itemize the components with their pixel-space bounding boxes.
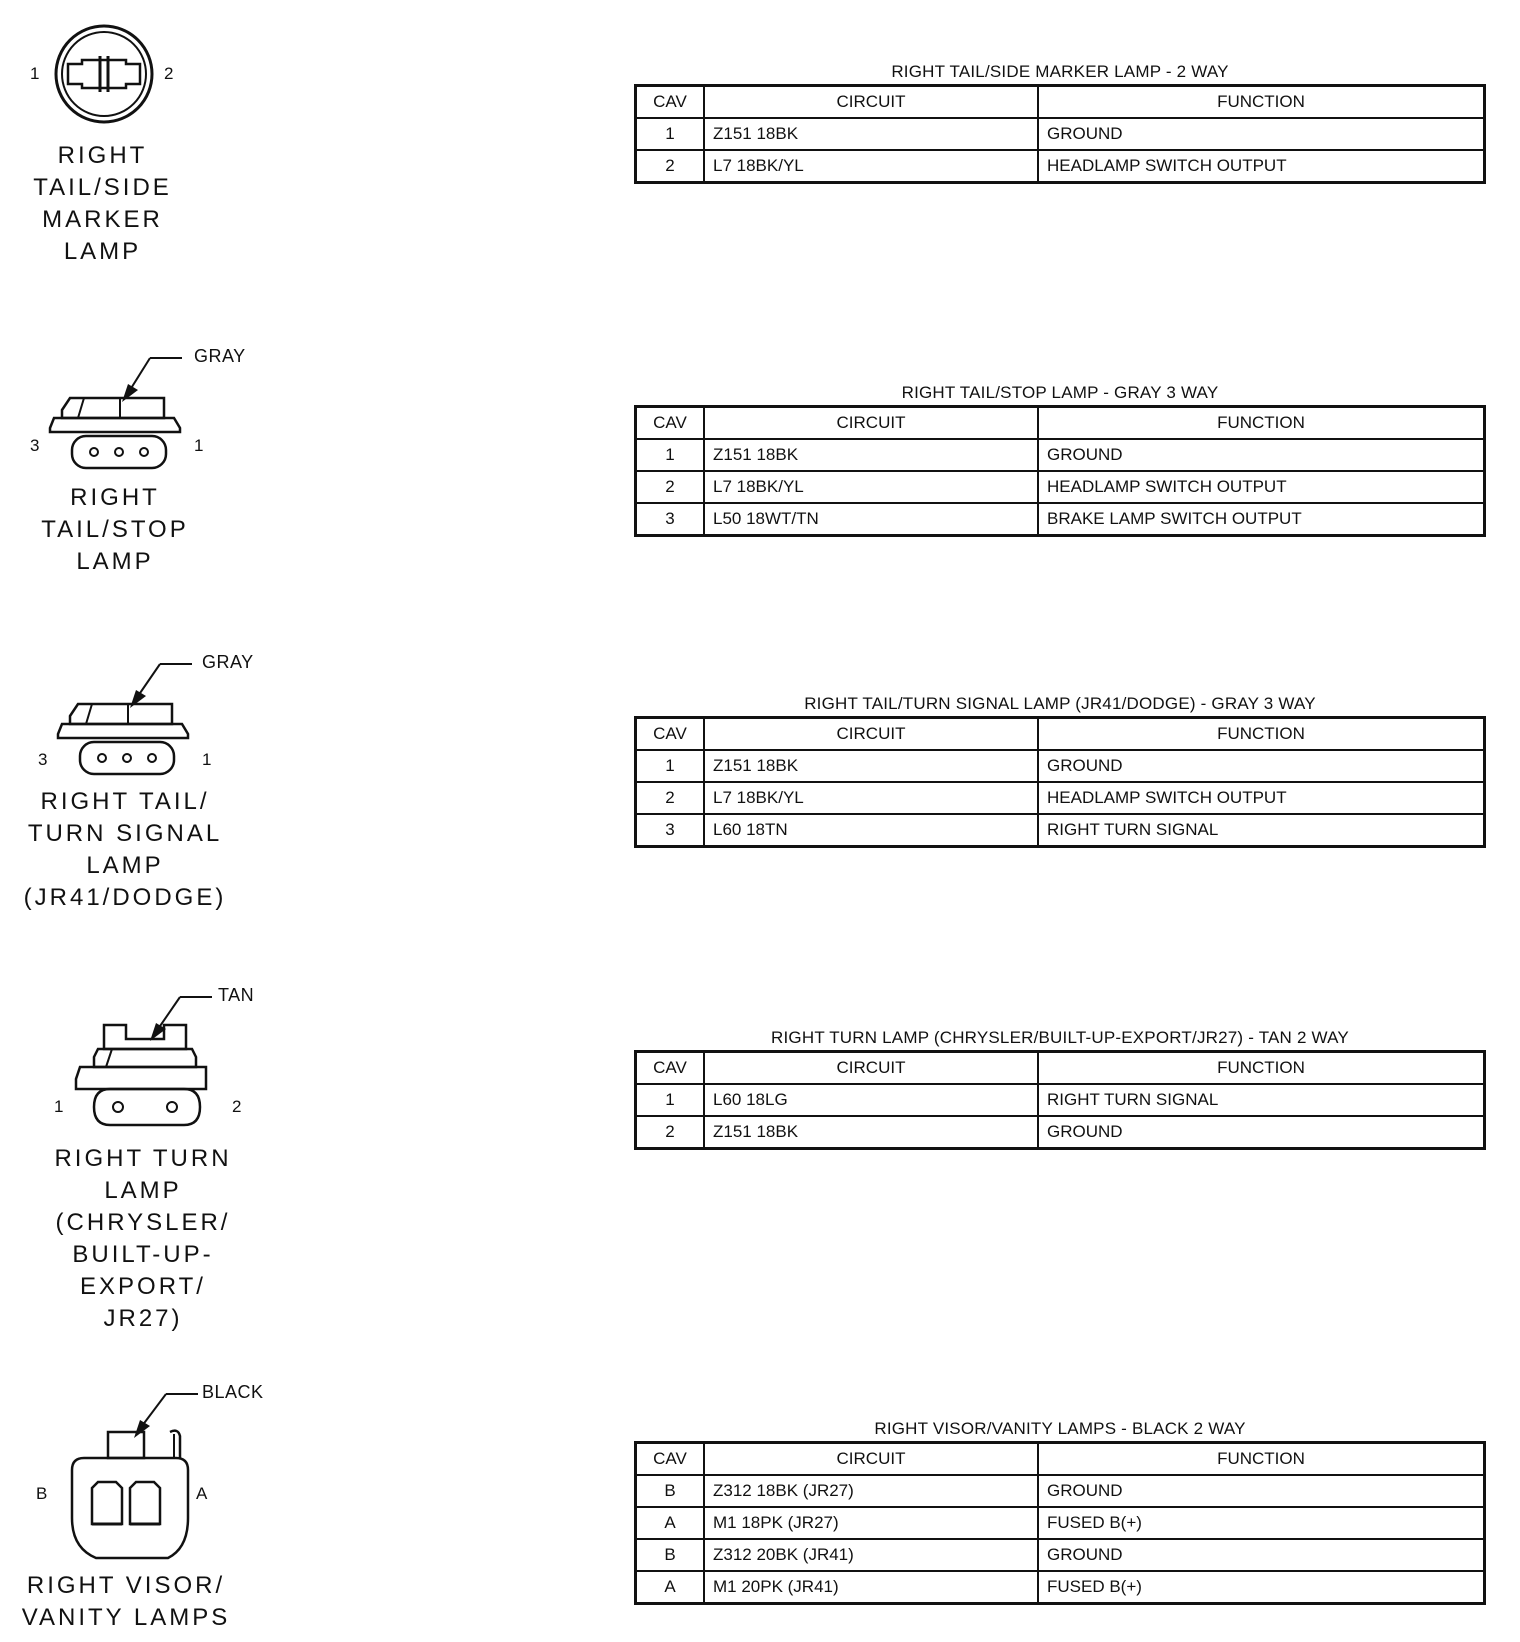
cell-circuit: M1 20PK (JR41) (704, 1571, 1038, 1604)
wire-color-label: GRAY (202, 652, 254, 672)
header-function: FUNCTION (1038, 1443, 1485, 1476)
table-row (636, 1116, 1485, 1149)
cell-function: GROUND (1038, 1539, 1485, 1571)
pin-label: 1 (54, 1097, 64, 1116)
cell-circuit: L60 18LG (704, 1084, 1038, 1116)
pin-label: A (196, 1484, 208, 1503)
cell-cav: B (636, 1475, 705, 1507)
cell-circuit: Z151 18BK (704, 439, 1038, 471)
table-row (636, 1084, 1485, 1116)
cell-cav: 3 (636, 503, 705, 536)
table-title: RIGHT TAIL/SIDE MARKER LAMP - 2 WAY (891, 62, 1229, 81)
cell-circuit: Z312 20BK (JR41) (704, 1539, 1038, 1571)
cell-cav: B (636, 1539, 705, 1571)
cell-function: HEADLAMP SWITCH OUTPUT (1038, 471, 1485, 503)
cell-cav: 2 (636, 1116, 705, 1149)
header-function: FUNCTION (1038, 407, 1485, 440)
table-row (636, 1539, 1485, 1571)
cell-function: GROUND (1038, 750, 1485, 782)
pinout-table-visor-vanity (634, 1417, 1486, 1605)
connector-label: RIGHT VISOR/ VANITY LAMPS (21, 1572, 231, 1631)
cell-circuit: Z312 18BK (JR27) (704, 1475, 1038, 1507)
cell-function: GROUND (1038, 1116, 1485, 1149)
cell-circuit: L7 18BK/YL (704, 782, 1038, 814)
table-row (636, 439, 1485, 471)
table-title: RIGHT VISOR/VANITY LAMPS - BLACK 2 WAY (874, 1419, 1246, 1438)
pin-label: 1 (194, 436, 204, 455)
pinout-table-turn (634, 1026, 1486, 1150)
table-header-row (636, 1052, 1485, 1085)
table-header-row (636, 718, 1485, 751)
connector-tail-stop (0, 340, 300, 580)
wire-color-label: TAN (218, 985, 255, 1005)
cell-cav: 2 (636, 782, 705, 814)
cell-circuit: Z151 18BK (704, 1116, 1038, 1149)
table-row (636, 150, 1485, 183)
cell-function: GROUND (1038, 118, 1485, 150)
cell-cav: 1 (636, 1084, 705, 1116)
table-row (636, 814, 1485, 847)
header-function: FUNCTION (1038, 718, 1485, 751)
cell-circuit: L7 18BK/YL (704, 150, 1038, 183)
pin-label: 1 (202, 750, 212, 769)
table-row (636, 782, 1485, 814)
table-row (636, 118, 1485, 150)
table-title: RIGHT TAIL/TURN SIGNAL LAMP (JR41/DODGE) - GRAY 3 WAY (804, 694, 1316, 713)
connector-label: RIGHT TAIL/STOP LAMP (41, 484, 189, 575)
header-circuit: CIRCUIT (704, 86, 1038, 119)
cell-circuit: L7 18BK/YL (704, 471, 1038, 503)
cell-cav: 2 (636, 150, 705, 183)
table-row (636, 1571, 1485, 1604)
connector-label: RIGHT TURN LAMP (CHRYSLER/ BUILT-UP-EXPORT/ JR27) (54, 1145, 232, 1332)
pin-label: 1 (30, 64, 40, 83)
pinout-table-tail-turn (634, 692, 1486, 848)
table-row (636, 1475, 1485, 1507)
cell-function: RIGHT TURN SIGNAL (1038, 1084, 1485, 1116)
header-cav: CAV (636, 1052, 705, 1085)
cell-function: HEADLAMP SWITCH OUTPUT (1038, 782, 1485, 814)
cell-function: GROUND (1038, 439, 1485, 471)
connector-tail-turn (0, 650, 300, 920)
table-title: RIGHT TURN LAMP (CHRYSLER/BUILT-UP-EXPORT/JR27) - TAN 2 WAY (771, 1028, 1349, 1047)
table-header-row (636, 1443, 1485, 1476)
header-cav: CAV (636, 86, 705, 119)
table-header-row (636, 86, 1485, 119)
pinout-table-tail-side-marker (634, 60, 1486, 184)
pin-label: 2 (232, 1097, 242, 1116)
cell-function: FUSED B(+) (1038, 1507, 1485, 1539)
table-row (636, 750, 1485, 782)
table-header-row (636, 407, 1485, 440)
cell-cav: 3 (636, 814, 705, 847)
cell-circuit: L60 18TN (704, 814, 1038, 847)
pin-label: 2 (164, 64, 174, 83)
cell-cav: 1 (636, 118, 705, 150)
wire-color-label: GRAY (194, 346, 246, 366)
header-circuit: CIRCUIT (704, 1443, 1038, 1476)
connector-label: RIGHT TAIL/SIDE MARKER LAMP (33, 142, 172, 265)
header-function: FUNCTION (1038, 1052, 1485, 1085)
header-cav: CAV (636, 1443, 705, 1476)
wire-color-label: BLACK (202, 1382, 264, 1402)
header-circuit: CIRCUIT (704, 718, 1038, 751)
header-cav: CAV (636, 407, 705, 440)
cell-circuit: Z151 18BK (704, 750, 1038, 782)
connector-turn (0, 985, 300, 1332)
pin-label: 3 (38, 750, 48, 769)
cell-function: HEADLAMP SWITCH OUTPUT (1038, 150, 1485, 183)
connector-visor-vanity (0, 1378, 300, 1642)
cell-cav: 1 (636, 439, 705, 471)
pin-label: B (36, 1484, 48, 1503)
cell-circuit: Z151 18BK (704, 118, 1038, 150)
connector-tail-side-marker (0, 0, 300, 280)
cell-circuit: M1 18PK (JR27) (704, 1507, 1038, 1539)
header-circuit: CIRCUIT (704, 1052, 1038, 1085)
cell-function: FUSED B(+) (1038, 1571, 1485, 1604)
cell-function: BRAKE LAMP SWITCH OUTPUT (1038, 503, 1485, 536)
table-title: RIGHT TAIL/STOP LAMP - GRAY 3 WAY (901, 383, 1219, 402)
table-row (636, 1507, 1485, 1539)
header-function: FUNCTION (1038, 86, 1485, 119)
cell-function: GROUND (1038, 1475, 1485, 1507)
table-row (636, 503, 1485, 536)
pin-label: 3 (30, 436, 40, 455)
connector-label: RIGHT TAIL/ TURN SIGNAL LAMP (JR41/DODGE) (23, 788, 227, 911)
cell-cav: 1 (636, 750, 705, 782)
cell-cav: A (636, 1507, 705, 1539)
cell-function: RIGHT TURN SIGNAL (1038, 814, 1485, 847)
header-cav: CAV (636, 718, 705, 751)
cell-circuit: L50 18WT/TN (704, 503, 1038, 536)
header-circuit: CIRCUIT (704, 407, 1038, 440)
cell-cav: 2 (636, 471, 705, 503)
cell-cav: A (636, 1571, 705, 1604)
pinout-table-tail-stop (634, 381, 1486, 537)
table-row (636, 471, 1485, 503)
